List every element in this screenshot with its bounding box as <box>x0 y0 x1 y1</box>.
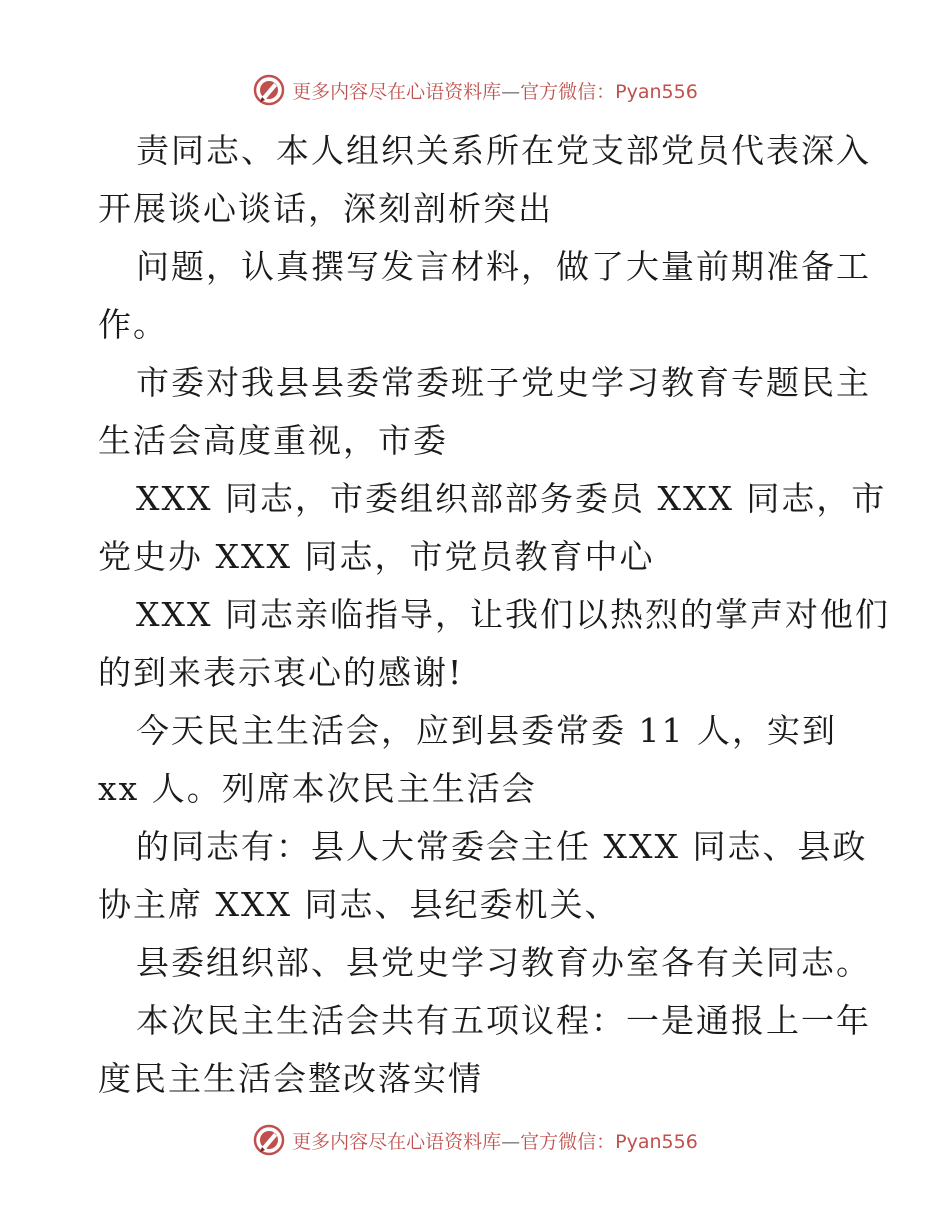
text-line: 今天民主生活会，应到县委常委 11 人，实到 <box>136 711 837 750</box>
text-line: 生活会高度重视，市委 <box>98 421 448 460</box>
document-body <box>98 122 890 1108</box>
footer-watermark <box>0 1120 950 1160</box>
watermark-tail: 官方微信：Pyan556 <box>520 80 698 103</box>
text-line: 市委对我县县委常委班子党史学习教育专题民主 <box>136 363 871 402</box>
watermark-main: 更多内容尽在心语资料库 <box>292 1130 502 1153</box>
text-line: 问题，认真撰写发言材料，做了大量前期准备工 <box>136 247 871 286</box>
header-watermark <box>0 70 950 110</box>
text-line: xx 人。列席本次民主生活会 <box>98 769 537 808</box>
pen-circle-logo-icon <box>252 73 286 107</box>
watermark-text <box>292 77 698 104</box>
pen-circle-logo-icon <box>252 1123 286 1157</box>
watermark-text <box>292 1127 698 1154</box>
watermark-separator: — <box>501 80 521 103</box>
text-line: 度民主生活会整改落实情 <box>98 1059 483 1098</box>
text-line: 的同志有：县人大常委会主任 XXX 同志、县政 <box>136 827 868 866</box>
watermark-tail: 官方微信：Pyan556 <box>520 1130 698 1153</box>
watermark-main: 更多内容尽在心语资料库 <box>292 80 502 103</box>
text-line: 县委组织部、县党史学习教育办室各有关同志。 <box>136 943 871 982</box>
text-line: 协主席 XXX 同志、县纪委机关、 <box>98 885 620 924</box>
text-line: 责同志、本人组织关系所在党支部党员代表深入 <box>136 131 871 170</box>
text-line: XXX 同志，市委组织部部务委员 XXX 同志，市 <box>136 479 887 518</box>
watermark-separator: — <box>501 1130 521 1153</box>
text-line: 的到来表示衷心的感谢! <box>98 653 464 692</box>
text-line: 开展谈心谈话，深刻剖析突出 <box>98 189 553 228</box>
text-line: 作。 <box>98 305 168 344</box>
text-line: 党史办 XXX 同志，市党员教育中心 <box>98 537 655 576</box>
text-line: 本次民主生活会共有五项议程：一是通报上一年 <box>136 1001 871 1040</box>
text-line: XXX 同志亲临指导，让我们以热烈的掌声对他们 <box>136 595 890 634</box>
